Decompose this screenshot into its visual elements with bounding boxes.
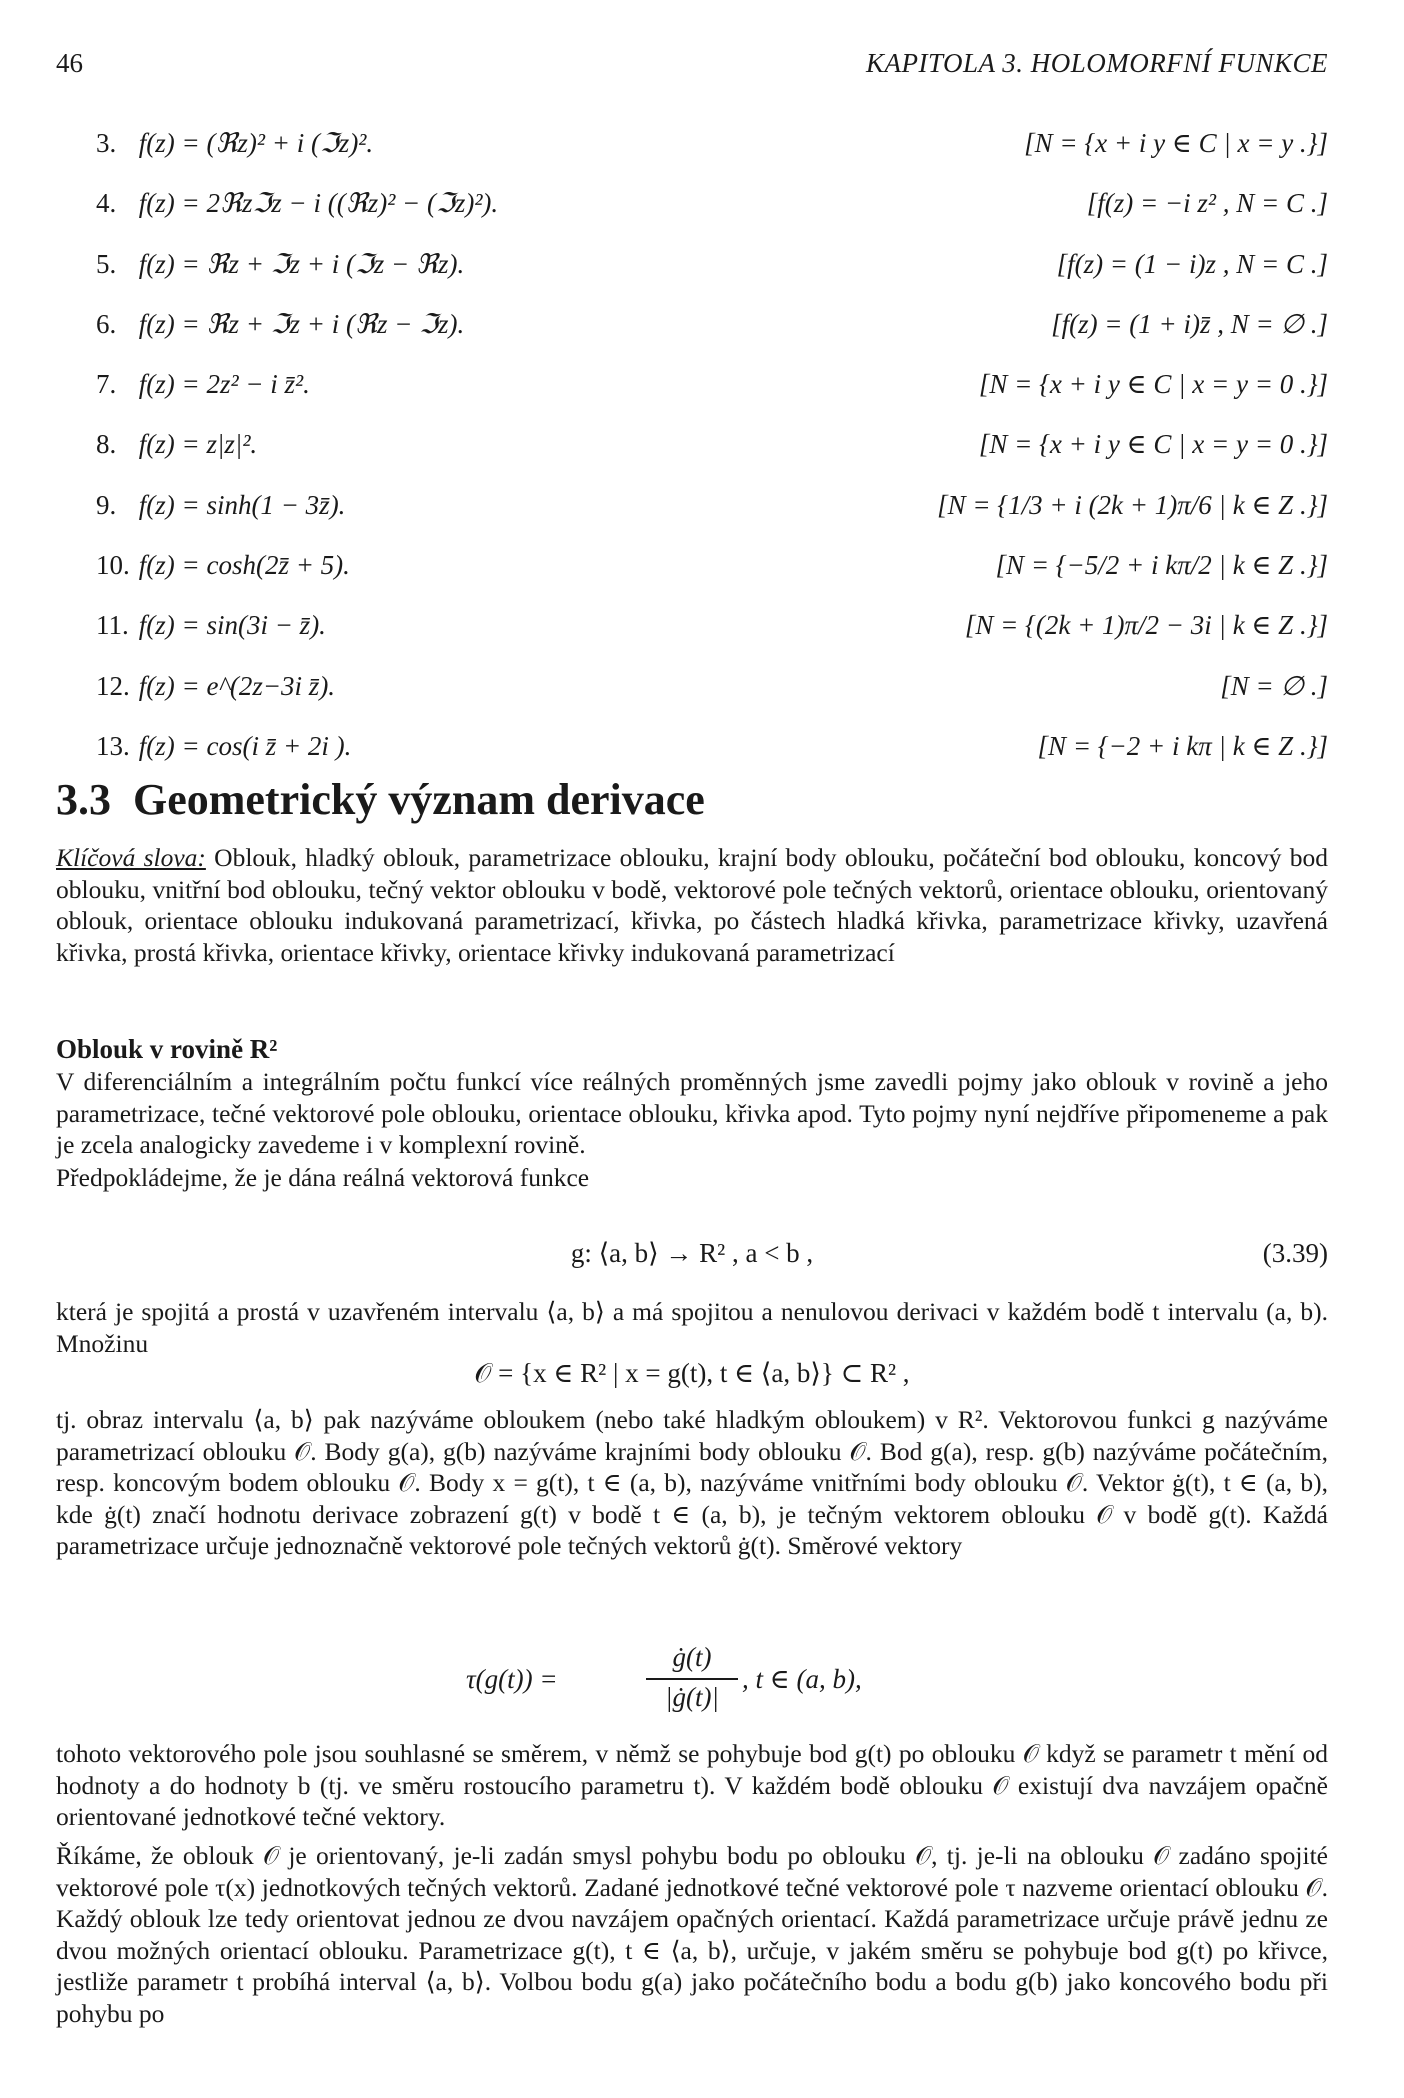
exercise-number: 8. xyxy=(96,429,117,460)
exercise-item xyxy=(96,369,1328,429)
exercise-number: 13. xyxy=(96,730,130,761)
exercise-answer: [N = {(2k + 1)π/2 − 3i | k ∈ Z .}] xyxy=(964,610,1328,641)
fraction-numerator: ġ(t) xyxy=(672,1642,712,1672)
exercise-formula: f(z) = 2ℜzℑz − i ((ℜz)² − (ℑz)²). xyxy=(138,188,499,219)
running-header xyxy=(56,48,1328,88)
equation-formula: g: ⟨a, b⟩ → R² , a < b , xyxy=(570,1238,814,1268)
exercise-answer: [N = {−2 + i kπ | k ∈ Z .}] xyxy=(1037,730,1328,761)
subsection-heading: Oblouk v rovině R² xyxy=(56,1034,278,1064)
chapter-title: KAPITOLA 3. HOLOMORFNÍ FUNKCE xyxy=(865,48,1328,78)
paragraph-continuity: která je spojitá a prostá v uzavřeném intervalu ⟨a, b⟩ a má spojitou a nenulovou derivaci v každém bodě t intervalu (a, b). Množinu xyxy=(56,1297,1328,1358)
exercise-answer: [N = {x + i y ∈ C | x = y .}] xyxy=(1024,128,1328,158)
exercise-number: 3. xyxy=(96,128,117,158)
exercise-answer: [N = ∅ .] xyxy=(1220,670,1328,701)
keywords-label: Klíčová slova: xyxy=(56,843,206,872)
fraction-denominator: |ġ(t)| xyxy=(665,1682,719,1712)
exercise-item xyxy=(96,550,1328,610)
exercise-item xyxy=(96,671,1328,731)
exercise-item xyxy=(96,429,1328,489)
exercise-answer: [N = {1/3 + i (2k + 1)π/6 | k ∈ Z .}] xyxy=(937,489,1328,520)
exercise-number: 12. xyxy=(96,670,130,701)
exercise-number: 7. xyxy=(96,369,117,400)
exercise-formula: f(z) = cosh(2z̄ + 5). xyxy=(138,550,350,581)
exercise-formula: f(z) = e^(2z−3i z̄). xyxy=(138,670,336,701)
exercise-formula: f(z) = (ℜz)² + i (ℑz)². xyxy=(138,128,374,158)
exercise-answer: [N = {−5/2 + i kπ/2 | k ∈ Z .}] xyxy=(995,550,1328,581)
exercise-formula: f(z) = 2z² − i z̄². xyxy=(138,369,310,400)
exercise-formula: f(z) = ℜz + ℑz + i (ℑz − ℜz). xyxy=(138,248,465,279)
paragraph-intro: V diferenciálním a integrálním počtu funkcí více reálných proměnných jsme zavedli pojmy jako oblouk v rovině a jeho parametrizace, tečné vektorové pole oblouku, orientace oblouku, křivka apod. Tyto pojmy nyní nejdříve připomeneme a pak je zcela analogicky zavedeme i v komplexní rovině. xyxy=(56,1067,1328,1160)
fraction-bar xyxy=(646,1678,738,1680)
exercise-number: 4. xyxy=(96,188,117,219)
exercise-number: 6. xyxy=(96,308,117,339)
equation-formula: 𝒪 = {x ∈ R² | x = g(t), t ∈ ⟨a, b⟩} ⊂ R² , xyxy=(474,1358,910,1388)
exercise-number: 5. xyxy=(96,248,117,279)
keywords-text: Oblouk, hladký oblouk, parametrizace oblouku, krajní body oblouku, počáteční bod oblouku, koncový bod oblouku, vnitřní bod oblouku, tečný vektor oblouku v bodě, vektorové pole tečných vektorů, orientace oblouku, orientovaný oblouk, orientace oblouku indukovaná parametrizací, křivka, po částech hladká křivka, parametrizace křivky, uzavřená křivka, prostá křivka, orientace křivky, orientace křivky indukovaná parametrizací xyxy=(56,843,1329,967)
paragraph-orientation: Říkáme, že oblouk 𝒪 je orientovaný, je-li zadán smysl pohybu bodu po oblouku 𝒪, tj. je-li na oblouku 𝒪 zadáno spojité vektorové pole τ(x) jednotkových tečných vektorů. Zadané jednotkové tečné vektorové pole τ nazveme orientací oblouku 𝒪. Každý oblouk lze tedy orientovat jednou ze dvou navzájem opačných orientací. Každá parametrizace určuje právě jednu ze dvou možných orientací oblouku. Parametrizace g(t), t ∈ ⟨a, b⟩, určuje, v jakém směru se pohybuje bod g(t) po křivce, jestliže parametr t probíhá interval ⟨a, b⟩. Volbou bodu g(a) jako počátečního bodu a bodu g(b) jako koncového bodu při pohybu po xyxy=(56,1841,1328,2028)
exercise-number: 10. xyxy=(96,550,130,581)
exercise-item xyxy=(96,309,1328,369)
equation-lhs: τ(g(t)) = xyxy=(466,1664,558,1694)
section-number: 3.3 xyxy=(56,775,111,824)
exercise-item xyxy=(96,128,1328,188)
exercise-number: 11. xyxy=(96,610,129,641)
exercise-number: 9. xyxy=(96,489,117,520)
exercise-answer: [N = {x + i y ∈ C | x = y = 0 .}] xyxy=(978,429,1328,460)
exercise-answer: [f(z) = (1 − i)z , N = C .] xyxy=(1056,248,1328,279)
paragraph-assumption: Předpokládejme, že je dána reálná vektorová funkce xyxy=(56,1163,590,1192)
exercise-formula: f(z) = z|z|². xyxy=(138,429,258,460)
equation-number: (3.39) xyxy=(1262,1238,1328,1268)
page-number: 46 xyxy=(56,48,83,78)
exercise-list xyxy=(96,128,1328,791)
exercise-answer: [f(z) = −i z² , N = C .] xyxy=(1086,188,1328,219)
exercise-answer: [f(z) = (1 + i)z̄ , N = ∅ .] xyxy=(1051,308,1328,339)
exercise-formula: f(z) = sinh(1 − 3z̄). xyxy=(138,489,346,520)
exercise-item xyxy=(96,249,1328,309)
exercise-item xyxy=(96,188,1328,248)
paragraph-direction: tohoto vektorového pole jsou souhlasné se směrem, v němž se pohybuje bod g(t) po oblouku 𝒪 když se parametr t mění od hodnoty a do hodnoty b (tj. ve směru rostoucího parametru t). V každém bodě oblouku 𝒪 existují dva navzájem opačně orientované jednotkové tečné vektory. xyxy=(56,1739,1328,1832)
exercise-formula: f(z) = ℜz + ℑz + i (ℜz − ℑz). xyxy=(138,308,465,339)
exercise-formula: f(z) = sin(3i − z̄). xyxy=(138,610,326,641)
exercise-formula: f(z) = cos(i z̄ + 2i ). xyxy=(138,730,352,761)
exercise-item xyxy=(96,610,1328,670)
paragraph-arc-definition: tj. obraz intervalu ⟨a, b⟩ pak nazýváme obloukem (nebo také hladkým obloukem) v R². Vektorovou funkci g nazýváme parametrizací oblouku 𝒪. Body g(a), g(b) nazýváme krajními body oblouku 𝒪. Bod g(a), resp. g(b) nazýváme počátečním, resp. koncovým bodem oblouku 𝒪. Body x = g(t), t ∈ (a, b), nazýváme vnitřními body oblouku 𝒪. Vektor ġ(t), t ∈ (a, b), kde ġ(t) značí hodnotu derivace zobrazení g(t) v bodě t ∈ (a, b), je tečným vektorem oblouku 𝒪 v bodě g(t). Každá parametrizace určuje jednoznačně vektorové pole tečných vektorů ġ(t). Směrové vektory xyxy=(56,1405,1328,1561)
section-heading xyxy=(56,774,705,825)
keywords-paragraph xyxy=(56,842,1328,968)
exercise-answer: [N = {x + i y ∈ C | x = y = 0 .}] xyxy=(978,369,1328,400)
equation-rhs: , t ∈ (a, b), xyxy=(742,1664,862,1694)
equation-tau xyxy=(56,1642,1328,1712)
section-title-text: Geometrický význam derivace xyxy=(133,775,705,824)
exercise-item xyxy=(96,490,1328,550)
